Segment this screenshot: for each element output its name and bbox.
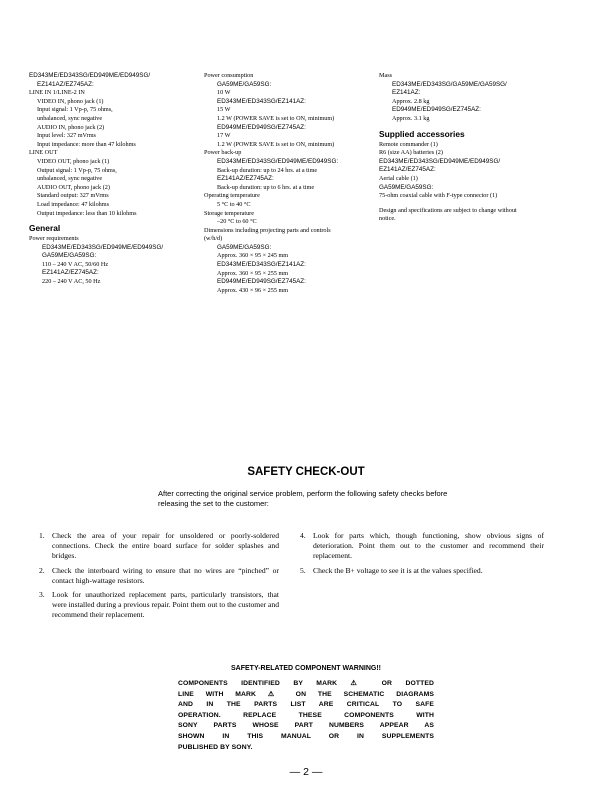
spec-line: Remote commander (1): [379, 140, 438, 148]
spec-line: 1.2 W (POWER SAVE is set to ON, minimum): [217, 114, 335, 122]
spec-line: GA59ME/GA59SG:: [217, 80, 272, 88]
step-text: Look for parts which, though functioning, show obvious signs of deterioration. Point them out to the customer and recommend their replacement.: [313, 531, 544, 561]
spec-line: ED343ME/ED343SG/ED949ME/ED949SG/: [379, 157, 501, 165]
spec-line: 220 – 240 V AC, 50 Hz: [42, 278, 101, 286]
spec-line: Back-up duration: up to 6 hrs. at a time: [217, 183, 315, 191]
spec-line: GA59ME/GA59SG:: [217, 243, 272, 251]
spec-line: Input level: 327 mVrms: [37, 132, 96, 140]
spec-line: GA59ME/GA59SG:: [42, 252, 97, 260]
spec-line: VIDEO OUT, phono jack (1): [37, 157, 110, 165]
step-number: 4.: [300, 531, 306, 540]
spec-line: ED343ME/ED343SG/ED949ME/ED949SG:: [217, 157, 339, 165]
spec-line: 110 – 240 V AC, 50/60 Hz: [42, 260, 109, 268]
spec-line: Power back-up: [204, 149, 242, 157]
spec-line: EZ141AZ/EZ745AZ:: [37, 80, 94, 88]
spec-line: EZ141AZ/EZ745AZ:: [217, 175, 274, 183]
spec-line: LINE OUT: [29, 149, 58, 157]
spec-line: GA59ME/GA59SG:: [379, 183, 434, 191]
spec-line: Approx. 3.1 kg: [392, 114, 430, 122]
warning-line: COMPONENTS IDENTIFIED BY MARK ⚠ OR DOTTED: [178, 680, 434, 687]
spec-line: Output signal: 1 Vp-p, 75 ohms,: [37, 166, 117, 174]
warning-line: SONY PARTS WHOSE PART NUMBERS APPEAR AS: [178, 722, 434, 730]
spec-column-3: [379, 72, 584, 224]
spec-line: 75-ohm coaxial cable with F-type connector (1): [379, 192, 498, 200]
spec-line: ED343ME/ED343SG/EZ141AZ:: [217, 97, 306, 105]
spec-line: AUDIO IN, phono jack (2): [37, 123, 105, 131]
warning-line: AND IN THE PARTS LIST ARE CRITICAL TO SAFE: [178, 701, 434, 709]
step-text: Look for unauthorized replacement parts, particularly transistors, that were installed during a previous repair. Point them out to the customer and recommend their replacement.: [52, 590, 279, 620]
section-heading: Supplied accessories: [379, 128, 465, 139]
step-number: 5.: [300, 565, 306, 575]
spec-line: ED343ME/ED343SG/ED949ME/ED949SG/: [29, 72, 151, 79]
spec-line: (w/h/d): [204, 235, 223, 243]
spec-line: Power requirements: [29, 235, 79, 243]
spec-line: unbalanced, sync negative: [37, 114, 103, 122]
spec-line: Input signal: 1 Vp-p, 75 ohms,: [37, 106, 113, 114]
page-number: — 2 —: [289, 766, 323, 778]
spec-line: Approx. 360 × 95 × 245 mm: [217, 252, 289, 260]
spec-line: Operating temperature: [204, 192, 260, 200]
spec-line: ED343ME/ED343SG/EZ141AZ:: [217, 261, 306, 269]
step-number: 1.: [39, 531, 45, 540]
spec-line: EZ141AZ:: [392, 89, 421, 97]
spec-line: Approx. 360 × 95 × 255 mm: [217, 269, 289, 277]
spec-line: Back-up duration: up to 24 hrs. at a time: [217, 166, 318, 174]
spec-line: –20 °C to 60 °C: [217, 218, 257, 226]
spec-line: Approx. 430 × 96 × 255 mm: [217, 286, 289, 294]
safety-step: [300, 566, 544, 576]
step-text: Check the area of your repair for unsoldered or poorly-soldered connections. Check the entire board surface for solder splashes and bridges.: [52, 531, 279, 561]
spec-line: 10 W: [217, 89, 231, 97]
spec-line: unbalanced, sync negative: [37, 175, 103, 183]
safety-step: [39, 531, 279, 562]
spec-line: EZ141AZ/EZ745AZ:: [379, 166, 436, 174]
warning-line: LINE WITH MARK ⚠ ON THE SCHEMATIC DIAGRAMS: [178, 690, 434, 698]
spec-line: ED949ME/ED949SG/EZ745AZ:: [217, 278, 306, 286]
spec-line: Aerial cable (1): [379, 174, 418, 182]
spec-line: EZ141AZ/EZ745AZ:: [42, 269, 99, 277]
spec-line: Approx. 2.8 kg: [392, 97, 430, 105]
warning-body: [178, 679, 434, 753]
safety-checkout-title: SAFETY CHECK-OUT: [247, 466, 365, 478]
warning-title: SAFETY-RELATED COMPONENT WARNING!!: [231, 665, 381, 672]
spec-line: Standard output: 327 mVrms: [37, 192, 109, 200]
step-text: Check the B+ voltage to see it is at the values specified.: [313, 565, 483, 575]
spec-line: Output impedance: less than 10 kilohms: [37, 209, 137, 217]
spec-line: 5 °C to 40 °C: [217, 200, 251, 208]
spec-line: Load impedance: 47 kilohms: [37, 200, 109, 208]
spec-line: LINE IN 1/LINE-2 IN: [29, 89, 85, 97]
step-number: 3.: [39, 590, 45, 600]
warning-line: SHOWN IN THIS MANUAL OR IN SUPPLEMENTS: [178, 732, 434, 740]
spec-line: Power consumption: [204, 72, 254, 79]
safety-steps-left: [39, 531, 279, 625]
spec-line: Dimensions including projecting parts and controls: [204, 226, 331, 234]
spec-line: 15 W: [217, 106, 231, 114]
spec-line: ED949ME/ED949SG/EZ745AZ:: [392, 106, 481, 114]
safety-steps-right: [300, 531, 544, 580]
spec-line: Design and specifications are subject to change without: [379, 206, 517, 214]
step-text: Check the interboard wiring to ensure that no wires are “pinched” or contact high-wattage resistors.: [52, 565, 279, 585]
spec-line: 17 W: [217, 132, 231, 140]
spec-line: ED949ME/ED949SG/EZ745AZ:: [217, 123, 306, 131]
spec-line: ED343ME/ED343SG/ED949ME/ED949SG/: [42, 243, 164, 251]
warning-line: OPERATION. REPLACE THESE COMPONENTS WITH: [178, 711, 434, 719]
safety-intro: After correcting the original service problem, perform the following safety checks before releasing the set to the customer:: [158, 489, 448, 508]
spec-line: R6 (size AA) batteries (2): [379, 149, 443, 157]
spec-line: ED343ME/ED343SG/GA59ME/GA59SG/: [392, 80, 507, 88]
spec-line: VIDEO IN, phono jack (1): [37, 97, 104, 105]
spec-line: Storage temperature: [204, 209, 254, 217]
section-heading: General: [29, 223, 61, 234]
step-number: 2.: [39, 565, 45, 575]
safety-step: [39, 566, 279, 586]
spec-line: AUDIO OUT, phono jack (2): [37, 183, 110, 191]
spec-column-2: [204, 72, 374, 295]
safety-step: [39, 590, 279, 621]
spec-column-1: [29, 72, 199, 287]
spec-line: 1.2 W (POWER SAVE is set to ON, minimum): [217, 140, 335, 148]
warning-line: PUBLISHED BY SONY.: [178, 743, 253, 751]
spec-line: Mass: [379, 72, 393, 79]
safety-step: [300, 531, 544, 562]
spec-line: notice.: [379, 215, 396, 223]
spec-line: Input impedance: more than 47 kilohms: [37, 140, 136, 148]
